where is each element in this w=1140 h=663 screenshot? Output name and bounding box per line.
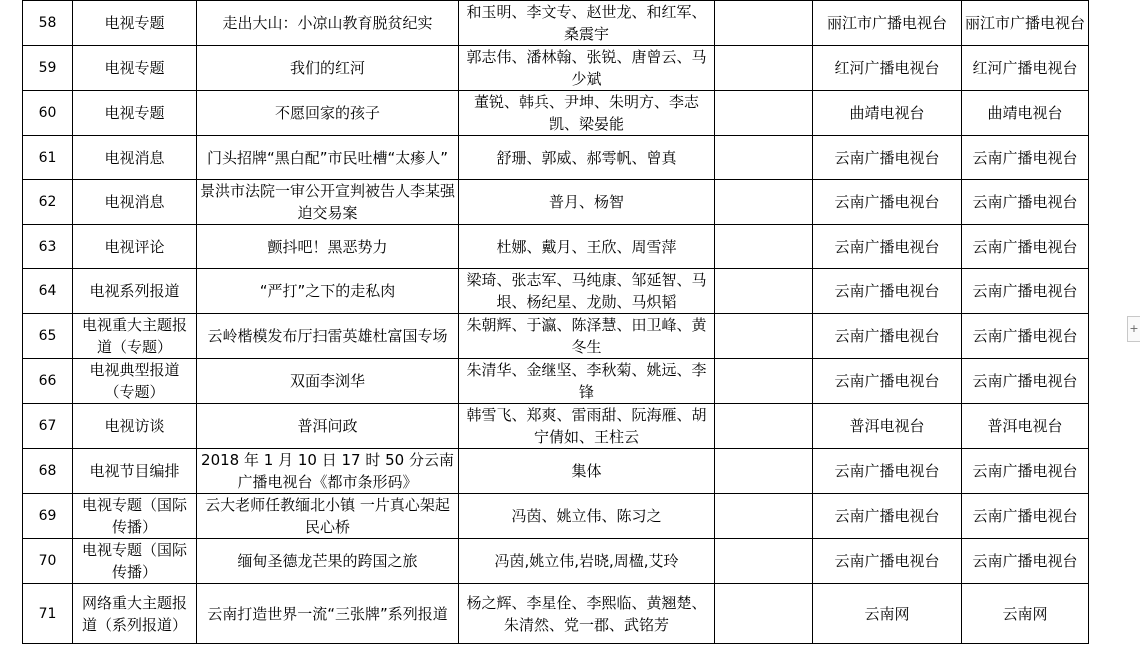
table-row <box>23 46 1089 91</box>
cell-category: 电视重大主题报道（专题） <box>73 314 197 359</box>
cell-title: 双面李浏华 <box>197 359 459 404</box>
cell-blank <box>715 46 813 91</box>
cell-category: 电视消息 <box>73 180 197 225</box>
table-row <box>23 314 1089 359</box>
cell-title: 普洱问政 <box>197 404 459 449</box>
cell-publishing-unit: 云南广播电视台 <box>962 225 1089 269</box>
cell-title: 云岭楷模发布厅扫雷英雄杜富国专场 <box>197 314 459 359</box>
cell-number: 64 <box>23 269 73 314</box>
cell-title: 云南打造世界一流“三张牌”系列报道 <box>197 584 459 644</box>
cell-authors: 董锐、韩兵、尹坤、朱明方、李志凯、梁晏能 <box>459 91 715 136</box>
cell-publishing-unit: 云南广播电视台 <box>962 449 1089 494</box>
cell-category: 电视专题 <box>73 1 197 46</box>
awards-table <box>22 0 1089 644</box>
cell-title: 景洪市法院一审公开宣判被告人李某强迫交易案 <box>197 180 459 225</box>
cell-submitting-unit: 云南广播电视台 <box>813 539 962 584</box>
cell-authors: 舒珊、郭威、郝雩帆、曾真 <box>459 136 715 180</box>
table-row <box>23 180 1089 225</box>
cell-blank <box>715 1 813 46</box>
table-row <box>23 449 1089 494</box>
cell-number: 60 <box>23 91 73 136</box>
cell-authors: 集体 <box>459 449 715 494</box>
cell-authors: 普月、杨智 <box>459 180 715 225</box>
table-row <box>23 539 1089 584</box>
cell-category: 电视典型报道（专题） <box>73 359 197 404</box>
cell-publishing-unit: 曲靖电视台 <box>962 91 1089 136</box>
cell-authors: 和玉明、李文专、赵世龙、和红军、桑震宇 <box>459 1 715 46</box>
cell-authors: 朱清华、金继坚、李秋菊、姚远、李锋 <box>459 359 715 404</box>
cell-submitting-unit: 云南广播电视台 <box>813 494 962 539</box>
table-row <box>23 91 1089 136</box>
expand-handle-icon[interactable]: + <box>1127 316 1140 342</box>
cell-blank <box>715 404 813 449</box>
cell-submitting-unit: 云南广播电视台 <box>813 449 962 494</box>
table-row <box>23 269 1089 314</box>
table-row <box>23 404 1089 449</box>
cell-blank <box>715 494 813 539</box>
cell-number: 70 <box>23 539 73 584</box>
cell-authors: 韩雪飞、郑爽、雷雨甜、阮海雁、胡宁倩如、王柱云 <box>459 404 715 449</box>
cell-publishing-unit: 红河广播电视台 <box>962 46 1089 91</box>
cell-authors: 朱朝辉、于瀛、陈泽慧、田卫峰、黄冬生 <box>459 314 715 359</box>
cell-number: 62 <box>23 180 73 225</box>
cell-category: 网络重大主题报道（系列报道） <box>73 584 197 644</box>
cell-title: 颤抖吧！黑恶势力 <box>197 225 459 269</box>
cell-publishing-unit: 普洱电视台 <box>962 404 1089 449</box>
cell-category: 电视专题（国际传播） <box>73 539 197 584</box>
cell-category: 电视专题 <box>73 46 197 91</box>
cell-authors: 杨之辉、李星佺、李熙临、黄翘楚、朱清然、党一郡、武铭芳 <box>459 584 715 644</box>
cell-submitting-unit: 曲靖电视台 <box>813 91 962 136</box>
cell-blank <box>715 539 813 584</box>
cell-publishing-unit: 云南广播电视台 <box>962 180 1089 225</box>
table-row <box>23 1 1089 46</box>
cell-number: 63 <box>23 225 73 269</box>
cell-blank <box>715 136 813 180</box>
cell-title: 云大老师任教缅北小镇 一片真心架起民心桥 <box>197 494 459 539</box>
table-row <box>23 584 1089 644</box>
cell-submitting-unit: 红河广播电视台 <box>813 46 962 91</box>
cell-category: 电视专题（国际传播） <box>73 494 197 539</box>
cell-submitting-unit: 云南广播电视台 <box>813 359 962 404</box>
cell-number: 58 <box>23 1 73 46</box>
cell-category: 电视访谈 <box>73 404 197 449</box>
cell-number: 59 <box>23 46 73 91</box>
cell-publishing-unit: 云南广播电视台 <box>962 494 1089 539</box>
table-row <box>23 136 1089 180</box>
cell-category: 电视消息 <box>73 136 197 180</box>
cell-blank <box>715 359 813 404</box>
cell-submitting-unit: 普洱电视台 <box>813 404 962 449</box>
cell-authors: 冯茵,姚立伟,岩晓,周楹,艾玲 <box>459 539 715 584</box>
cell-publishing-unit: 云南广播电视台 <box>962 539 1089 584</box>
cell-title: “严打”之下的走私肉 <box>197 269 459 314</box>
cell-submitting-unit: 云南广播电视台 <box>813 269 962 314</box>
cell-number: 67 <box>23 404 73 449</box>
cell-publishing-unit: 云南广播电视台 <box>962 359 1089 404</box>
cell-publishing-unit: 丽江市广播电视台 <box>962 1 1089 46</box>
cell-number: 68 <box>23 449 73 494</box>
cell-authors: 冯茵、姚立伟、陈习之 <box>459 494 715 539</box>
cell-title: 缅甸圣德龙芒果的跨国之旅 <box>197 539 459 584</box>
cell-submitting-unit: 云南广播电视台 <box>813 225 962 269</box>
cell-blank <box>715 584 813 644</box>
cell-blank <box>715 449 813 494</box>
cell-submitting-unit: 云南广播电视台 <box>813 136 962 180</box>
cell-category: 电视系列报道 <box>73 269 197 314</box>
cell-blank <box>715 180 813 225</box>
cell-title: 2018 年 1 月 10 日 17 时 50 分云南广播电视台《都市条形码》 <box>197 449 459 494</box>
cell-publishing-unit: 云南广播电视台 <box>962 136 1089 180</box>
cell-blank <box>715 225 813 269</box>
cell-blank <box>715 91 813 136</box>
cell-submitting-unit: 云南广播电视台 <box>813 180 962 225</box>
cell-category: 电视评论 <box>73 225 197 269</box>
cell-publishing-unit: 云南网 <box>962 584 1089 644</box>
table-row <box>23 225 1089 269</box>
cell-submitting-unit: 丽江市广播电视台 <box>813 1 962 46</box>
cell-authors: 杜娜、戴月、王欣、周雪萍 <box>459 225 715 269</box>
cell-publishing-unit: 云南广播电视台 <box>962 269 1089 314</box>
table-body <box>23 1 1089 644</box>
cell-blank <box>715 269 813 314</box>
cell-title: 门头招牌“黑白配”市民吐槽“太瘆人” <box>197 136 459 180</box>
cell-title: 我们的红河 <box>197 46 459 91</box>
table-row <box>23 359 1089 404</box>
cell-number: 66 <box>23 359 73 404</box>
cell-category: 电视专题 <box>73 91 197 136</box>
cell-authors: 梁琦、张志军、马纯康、邹延智、马垠、杨纪星、龙勋、马炽韬 <box>459 269 715 314</box>
cell-title: 不愿回家的孩子 <box>197 91 459 136</box>
cell-submitting-unit: 云南网 <box>813 584 962 644</box>
cell-title: 走出大山：小凉山教育脱贫纪实 <box>197 1 459 46</box>
cell-number: 61 <box>23 136 73 180</box>
cell-category: 电视节目编排 <box>73 449 197 494</box>
cell-authors: 郭志伟、潘林翰、张锐、唐曾云、马少斌 <box>459 46 715 91</box>
table-row <box>23 494 1089 539</box>
cell-number: 69 <box>23 494 73 539</box>
cell-number: 65 <box>23 314 73 359</box>
cell-blank <box>715 314 813 359</box>
cell-submitting-unit: 云南广播电视台 <box>813 314 962 359</box>
cell-number: 71 <box>23 584 73 644</box>
cell-publishing-unit: 云南广播电视台 <box>962 314 1089 359</box>
